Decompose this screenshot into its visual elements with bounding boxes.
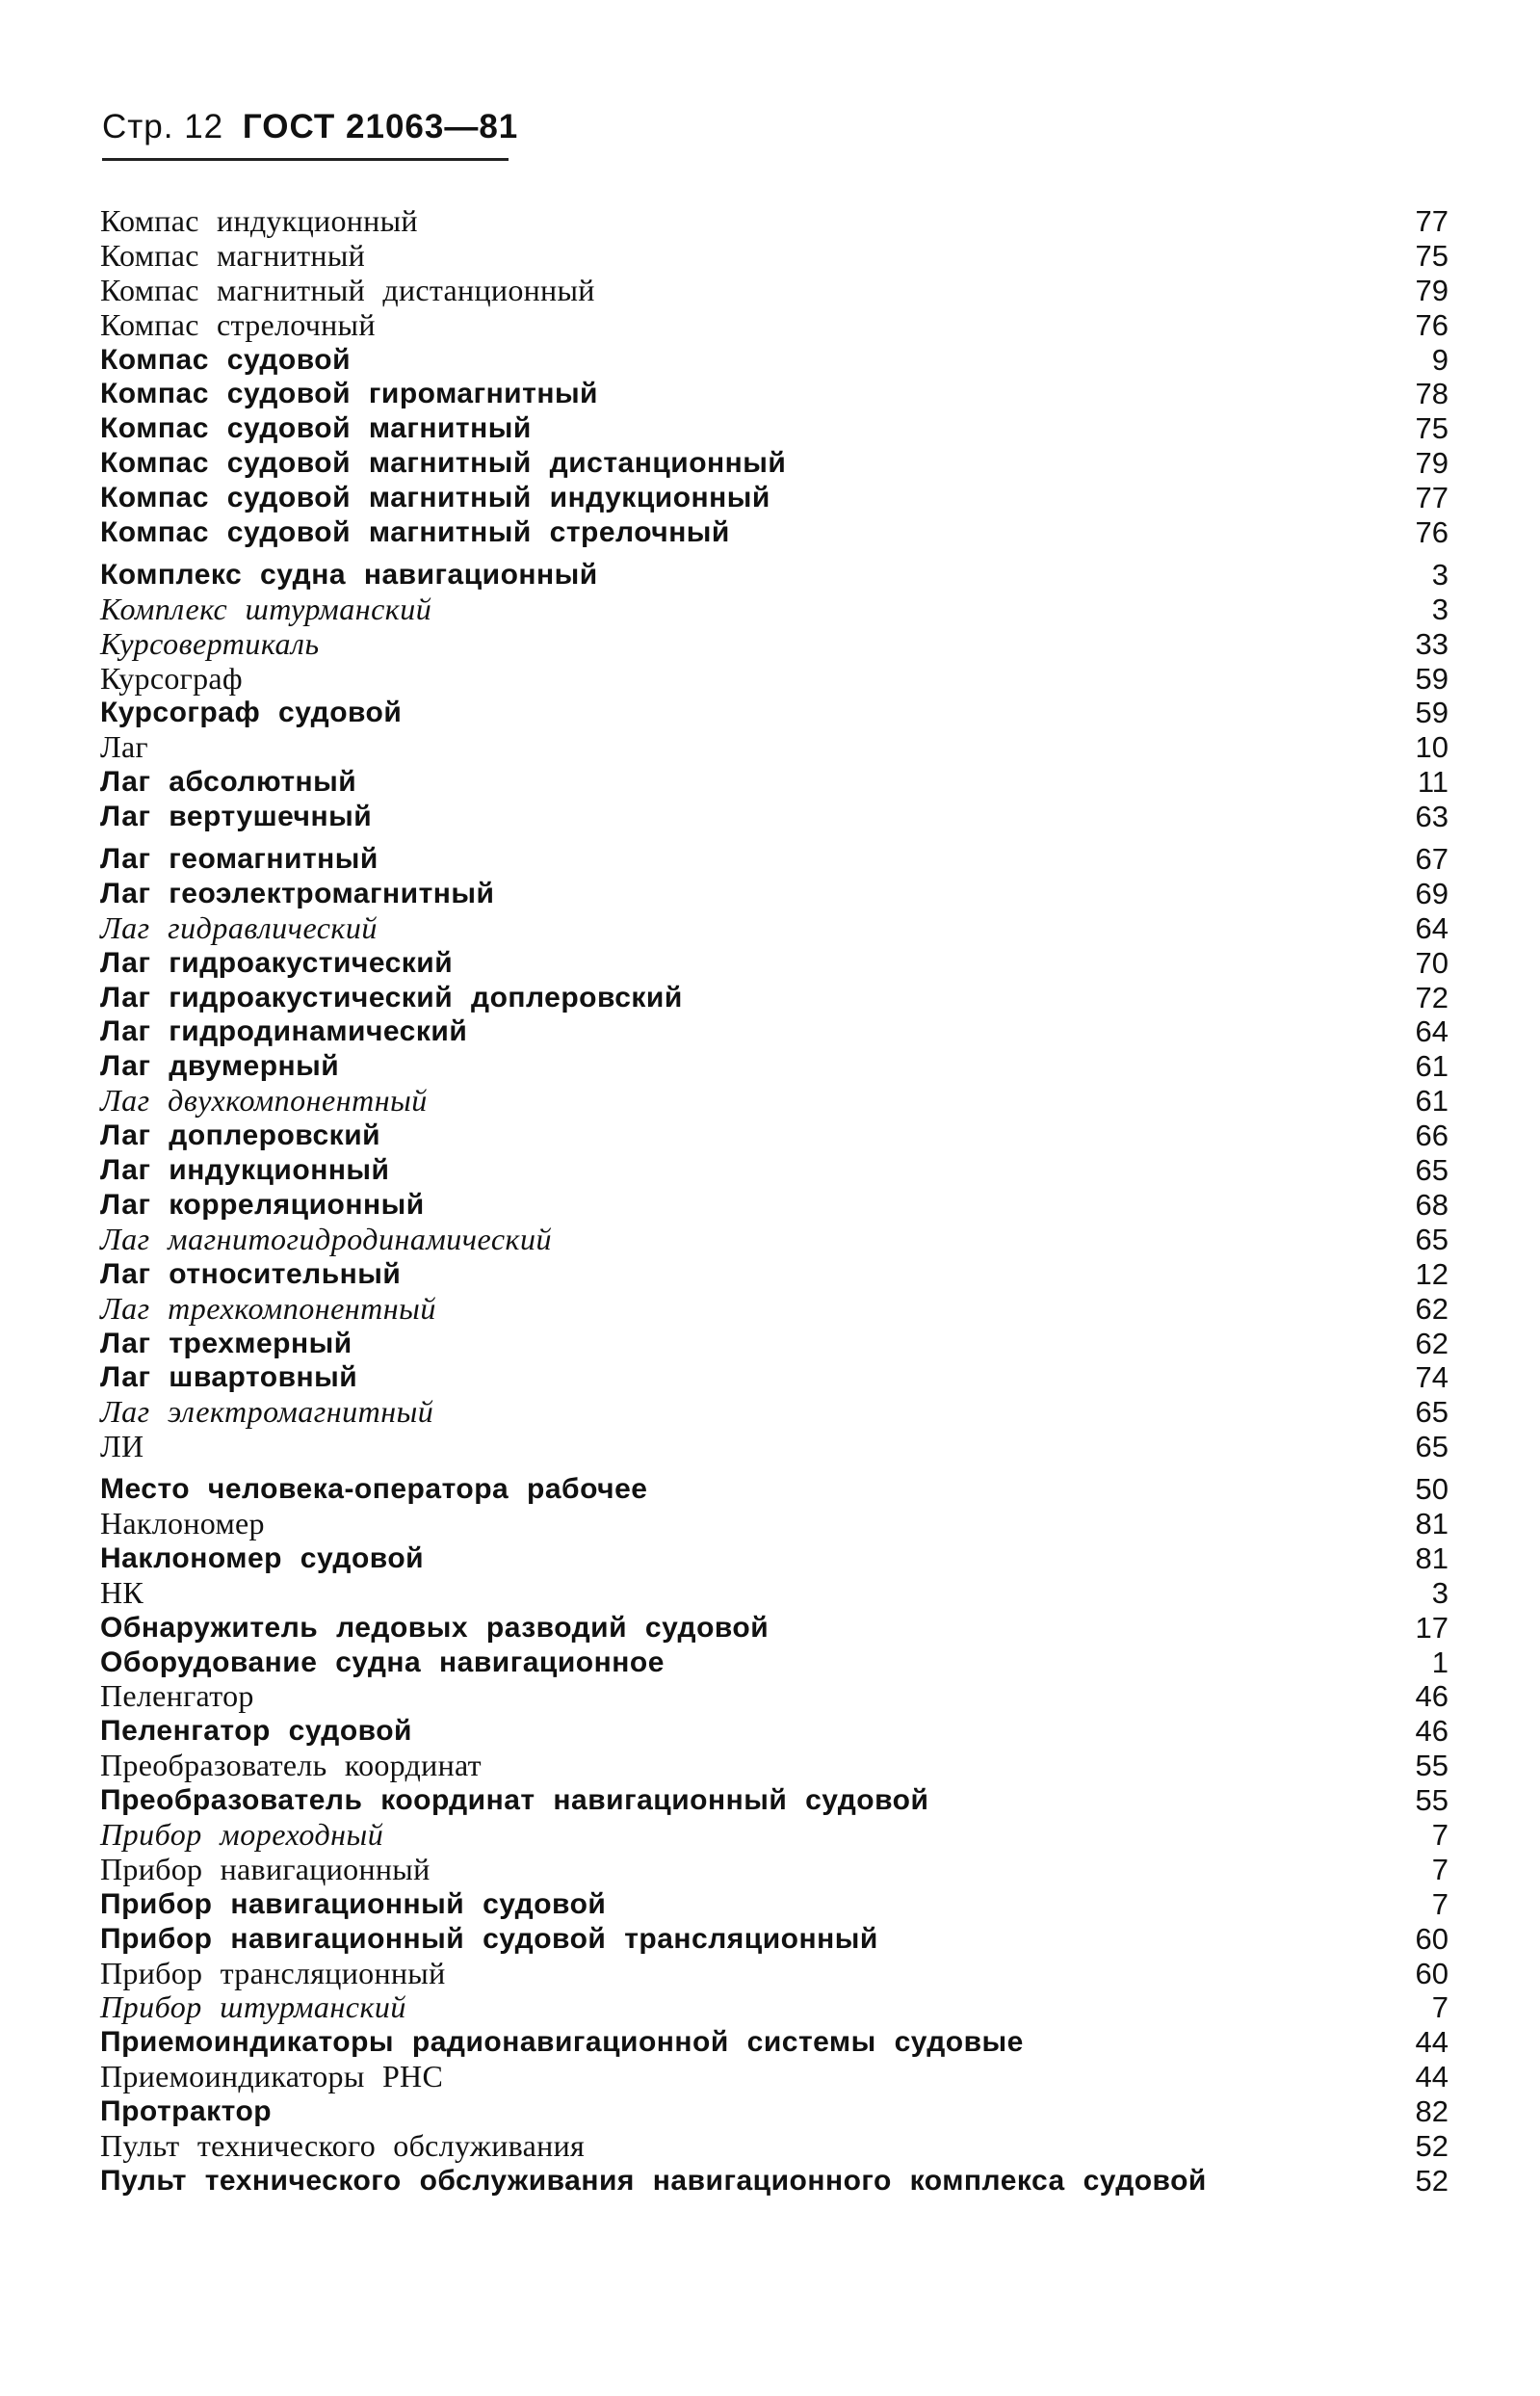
index-page-number: 44 [1415,2025,1449,2060]
index-entry [100,1327,1449,1361]
index-term: Лаг абсолютный [100,766,357,799]
index-page-number: 7 [1431,1852,1449,1886]
index-term: Компас стрелочный [100,306,376,342]
index-entry [100,1257,1449,1292]
index-page-number: 77 [1415,204,1449,238]
index-page-number: 67 [1415,842,1449,877]
index-spacer [100,550,1449,558]
index-term: Лаг двухкомпонентный [100,1083,428,1119]
standard-designation: ГОСТ 21063—81 [242,108,519,145]
index-page-number: 76 [1415,515,1449,550]
index-entry [100,1749,1449,1783]
index-entry [100,1818,1449,1853]
index-term: Лаг гидроакустический [100,946,454,979]
index-page-number: 81 [1415,1540,1449,1575]
index-page-number: 65 [1415,1430,1449,1464]
index-page-number: 3 [1431,1575,1449,1610]
index-term: Пеленгатор [100,1678,254,1714]
index-term: Лаг магнитогидродинамический [100,1221,552,1256]
index-entry [100,308,1449,343]
index-page-number: 7 [1431,1990,1449,2025]
index-term: Прибор мореходный [100,1816,384,1852]
index-term: Компас судовой гиромагнитный [100,378,599,410]
index-entry [100,2025,1449,2060]
index-entry [100,1783,1449,1818]
index-term: Лаг электромагнитный [100,1394,434,1430]
index-term: Лаг геомагнитный [100,843,378,876]
index-page-number: 59 [1415,696,1449,730]
index-entry [100,1714,1449,1749]
index-page-number: 65 [1415,1395,1449,1430]
index-entry [100,1014,1449,1049]
index-term: Оборудование судна навигационное [100,1646,665,1678]
index-term: Лаг доплеровский [100,1119,381,1152]
index-term: Наклономер судовой [100,1541,425,1574]
index-entry [100,696,1449,730]
index-term: Лаг двумерный [100,1050,340,1083]
index-term: Лаг геоэлектромагнитный [100,877,495,909]
index-term: Лаг трехмерный [100,1327,352,1359]
index-entry [100,2164,1449,2199]
index-entry [100,1679,1449,1714]
page-header [102,108,518,146]
index-term: Приемоиндикаторы РНС [100,2059,444,2094]
index-page-number: 61 [1415,1084,1449,1119]
index-entry [100,274,1449,308]
index-term: Компас индукционный [100,203,418,238]
page-number-label: Стр. 12 [102,108,224,145]
index-entry [100,1541,1449,1576]
index-term: Компас судовой магнитный стрелочный [100,516,730,549]
index-entry [100,481,1449,515]
index-page-number: 17 [1415,1610,1449,1645]
index-term: Комплекс штурманский [100,591,432,626]
index-entry [100,1922,1449,1957]
index-term: Компас судовой [100,343,352,376]
index-entry [100,1153,1449,1188]
index-page-number: 55 [1415,1749,1449,1783]
index-page-number: 69 [1415,876,1449,910]
index-entry [100,627,1449,662]
index-term: Курсовертикаль [100,625,320,661]
index-page-number: 78 [1415,377,1449,411]
index-page-number: 44 [1415,2060,1449,2094]
index-entry [100,446,1449,481]
index-entry [100,1957,1449,1991]
index-page-number: 82 [1415,2094,1449,2129]
index-page-number: 62 [1415,1326,1449,1360]
index-entry [100,842,1449,877]
index-term: Прибор трансляционный [100,1955,446,1990]
index-term: Прибор навигационный судовой трансляционный [100,1922,878,1955]
index-page-number: 60 [1415,1921,1449,1956]
index-term: Курсограф [100,660,243,696]
index-term: Пульт технического обслуживания [100,2127,586,2163]
index-entry [100,411,1449,446]
index-page-number: 66 [1415,1119,1449,1153]
index-entry [100,800,1449,834]
index-term: Лаг корреляционный [100,1188,425,1221]
index-term: Комплекс судна навигационный [100,558,598,591]
index-term: Обнаружитель ледовых разводий судовой [100,1611,770,1644]
index-entry [100,1188,1449,1223]
index-entry [100,911,1449,946]
index-page-number: 11 [1417,765,1449,800]
index-page-number: 9 [1431,342,1449,377]
index-page-number: 63 [1415,800,1449,834]
index-entry [100,2060,1449,2094]
index-term: Наклономер [100,1505,265,1540]
index-entry [100,1990,1449,2025]
index-entry [100,377,1449,411]
index-term: Прибор навигационный [100,1851,431,1886]
index-page-number: 76 [1415,307,1449,342]
index-page-number: 65 [1415,1222,1449,1256]
index-page-number: 77 [1415,481,1449,515]
index-term: Преобразователь координат навигационный судовой [100,1784,929,1817]
index-term: Приемоиндикаторы радионавигационной системы судовые [100,2026,1024,2059]
index-page-number: 60 [1415,1956,1449,1990]
index-term: Лаг гидроакустический доплеровский [100,981,683,1014]
index-page-number: 46 [1415,1714,1449,1749]
index-entry [100,1430,1449,1464]
index-entry [100,1507,1449,1541]
index-term: ЛИ [100,1429,144,1464]
index-entry [100,1472,1449,1507]
index-entry [100,981,1449,1015]
index-entry [100,1576,1449,1611]
index-term: Прибор штурманский [100,1989,406,2025]
index-page-number: 55 [1415,1783,1449,1818]
index-entry [100,204,1449,239]
index-entry [100,662,1449,697]
index-page-number: 65 [1415,1153,1449,1188]
index-entry [100,1395,1449,1430]
index-entry [100,1360,1449,1395]
index-term: Компас магнитный дистанционный [100,272,595,307]
index-entry [100,1049,1449,1084]
index-term: Место человека-оператора рабочее [100,1473,648,1506]
index-entry [100,1646,1449,1680]
index-term: Протрактор [100,2095,273,2128]
index-term: Курсограф судовой [100,697,403,729]
index-page-number: 64 [1415,1014,1449,1049]
index-entry [100,765,1449,800]
index-term: Лаг [100,729,148,765]
index-entry [100,515,1449,550]
index-page-number: 72 [1415,980,1449,1014]
index-page-number: 7 [1431,1817,1449,1852]
index-page-number: 52 [1415,2128,1449,2163]
index-page-number: 46 [1415,1679,1449,1714]
index-page-number: 1 [1431,1645,1449,1679]
index-term: Лаг вертушечный [100,801,373,833]
index-page-number: 3 [1431,557,1449,592]
index-page-number: 52 [1415,2163,1449,2198]
index-entry [100,2094,1449,2129]
index-entry [100,1887,1449,1922]
index-entry [100,1084,1449,1119]
index-entry [100,1292,1449,1327]
index-term: Компас судовой магнитный дистанционный [100,447,787,480]
index-page-number: 70 [1415,945,1449,980]
index-term: Компас судовой магнитный [100,412,532,445]
index-page-number: 79 [1415,273,1449,307]
index-page-number: 79 [1415,446,1449,481]
index-page-number: 61 [1415,1049,1449,1084]
header-underline [102,158,509,161]
index-page-number: 74 [1415,1360,1449,1395]
index-page-number: 68 [1415,1187,1449,1222]
index-term: Прибор навигационный судовой [100,1887,607,1920]
index-entry [100,877,1449,911]
index-page-number: 81 [1415,1506,1449,1540]
index-entry [100,1853,1449,1887]
index-term: Компас магнитный [100,237,366,273]
index-entry [100,239,1449,274]
index-page-number: 33 [1415,626,1449,661]
index-entry [100,1119,1449,1153]
index-spacer [100,834,1449,842]
index-term: Пеленгатор судовой [100,1715,412,1748]
index-entry [100,1223,1449,1257]
index-term: Лаг гидродинамический [100,1015,468,1048]
index-entry [100,730,1449,765]
index-term: Преобразователь координат [100,1748,482,1783]
index-entry [100,2129,1449,2164]
index-term: НК [100,1574,144,1610]
index-term: Лаг относительный [100,1257,402,1290]
index-page-number: 75 [1415,411,1449,446]
index-page-number: 62 [1415,1291,1449,1326]
index-term: Лаг швартовный [100,1361,358,1394]
term-index-list [100,204,1449,2199]
index-page-number: 10 [1415,730,1449,765]
index-page-number: 3 [1431,592,1449,626]
index-term: Лаг гидравлический [100,909,378,945]
index-spacer [100,1464,1449,1472]
index-page-number: 50 [1415,1472,1449,1507]
index-term: Лаг трехкомпонентный [100,1290,436,1326]
index-page-number: 7 [1431,1886,1449,1921]
index-page-number: 59 [1415,661,1449,696]
index-entry [100,1611,1449,1646]
index-page-number: 75 [1415,238,1449,273]
index-entry [100,343,1449,378]
index-term: Лаг индукционный [100,1154,390,1187]
index-term: Компас судовой магнитный индукционный [100,482,770,514]
index-term: Пульт технического обслуживания навигационного комплекса судовой [100,2164,1207,2197]
index-entry [100,558,1449,592]
index-entry [100,592,1449,627]
index-page-number: 64 [1415,910,1449,945]
index-page-number: 12 [1415,1256,1449,1291]
index-entry [100,946,1449,981]
